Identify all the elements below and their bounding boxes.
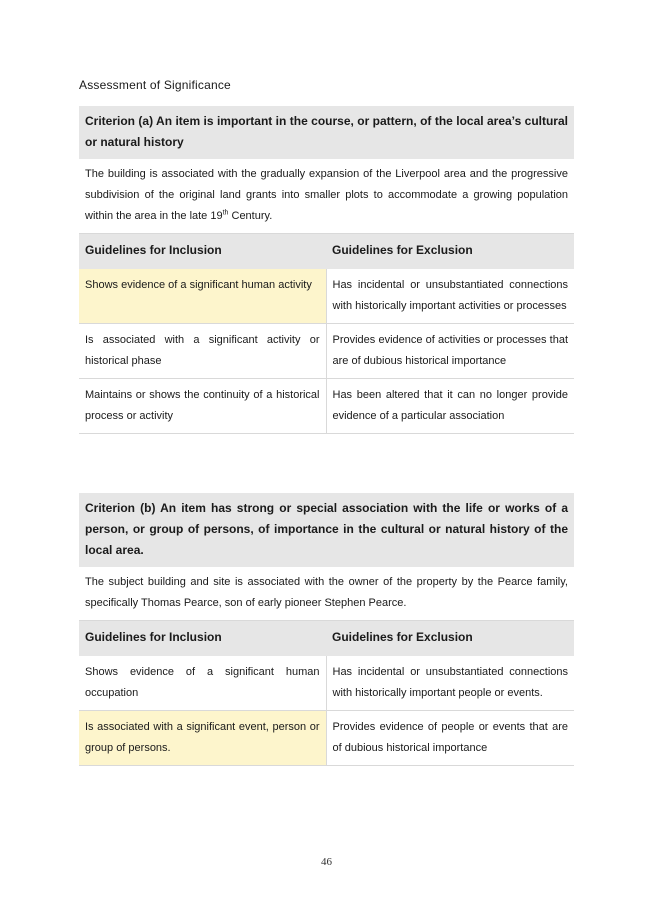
criterion-a-description-text: The building is associated with the gradually expansion of the Liverpool area and the progressive subdivision of the original land grants into smaller plots to accommodate a growing population within the area in the late 19 <box>85 168 568 222</box>
inclusion-cell: Maintains or shows the continuity of a historical process or activity <box>79 379 326 434</box>
page-heading: Assessment of Significance <box>79 78 231 92</box>
inclusion-cell: Shows evidence of a significant human occupation <box>79 656 326 711</box>
exclusion-cell: Provides evidence of people or events that are of dubious historical importance <box>326 711 574 766</box>
criterion-b-guidelines-table <box>79 621 574 766</box>
superscript-th: th <box>222 209 229 217</box>
exclusion-header: Guidelines for Exclusion <box>326 234 574 269</box>
exclusion-cell: Provides evidence of activities or processes that are of dubious historical importance <box>326 324 574 379</box>
criterion-a-description <box>79 159 574 234</box>
exclusion-cell: Has been altered that it can no longer provide evidence of a particular association <box>326 379 574 434</box>
page-number: 46 <box>321 856 332 868</box>
table-row <box>79 711 574 766</box>
table-header-row <box>79 621 574 656</box>
table-row <box>79 379 574 434</box>
exclusion-cell: Has incidental or unsubstantiated connections with historically important activities or processes <box>326 269 574 324</box>
criterion-a-section <box>79 106 574 434</box>
criterion-b-title: Criterion (b) An item has strong or special association with the life or works of a person, or group of persons, of importance in the cultural or natural history of the local area. <box>79 493 574 567</box>
criterion-b-section <box>79 493 574 766</box>
criterion-b-description: The subject building and site is associated with the owner of the property by the Pearce family, specifically Thomas Pearce, son of early pioneer Stephen Pearce. <box>79 567 574 621</box>
exclusion-header: Guidelines for Exclusion <box>326 621 574 656</box>
inclusion-cell-highlighted: Shows evidence of a significant human activity <box>79 269 326 324</box>
inclusion-header: Guidelines for Inclusion <box>79 234 326 269</box>
criterion-a-description-end: Century. <box>228 210 273 222</box>
exclusion-cell: Has incidental or unsubstantiated connections with historically important people or events. <box>326 656 574 711</box>
criterion-a-guidelines-table <box>79 234 574 434</box>
table-header-row <box>79 234 574 269</box>
criterion-a-title: Criterion (a) An item is important in the course, or pattern, of the local area’s cultural or natural history <box>79 106 574 159</box>
table-row <box>79 324 574 379</box>
inclusion-header: Guidelines for Inclusion <box>79 621 326 656</box>
inclusion-cell-highlighted: Is associated with a significant event, person or group of persons. <box>79 711 326 766</box>
inclusion-cell: Is associated with a significant activity or historical phase <box>79 324 326 379</box>
table-row <box>79 656 574 711</box>
table-row <box>79 269 574 324</box>
